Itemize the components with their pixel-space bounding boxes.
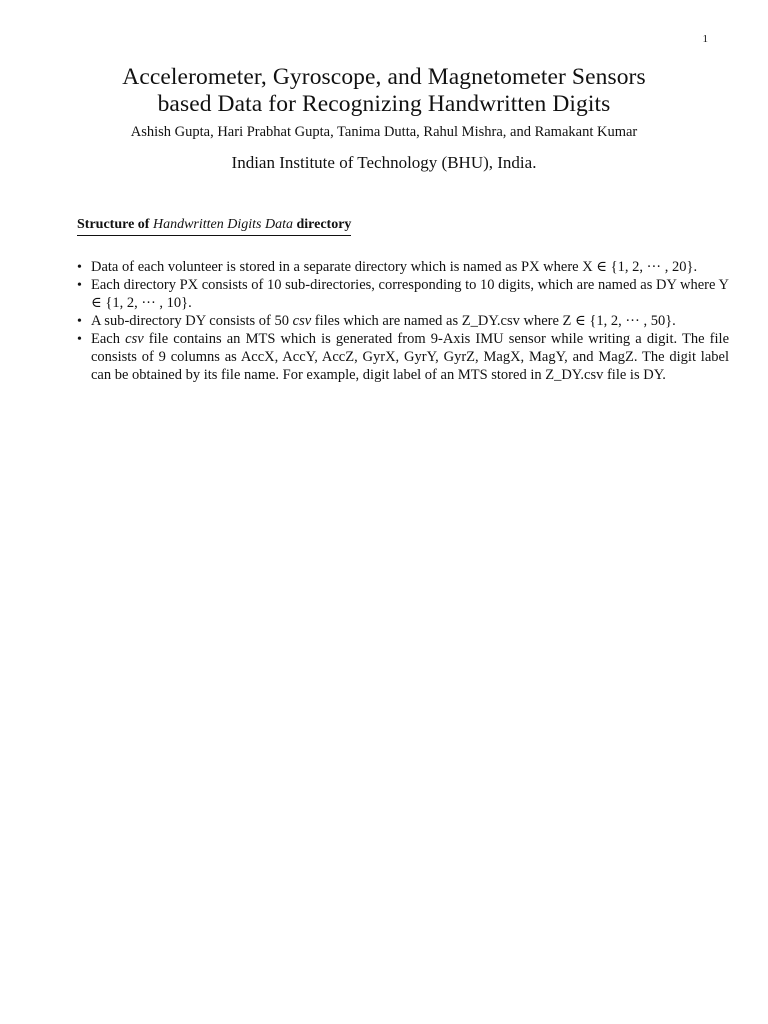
- bullet-list: [77, 258, 729, 384]
- page-number: 1: [702, 33, 708, 45]
- list-item: [77, 330, 729, 384]
- heading-italic: Handwritten Digits Data: [152, 217, 293, 232]
- heading-pre: Structure of: [77, 217, 153, 232]
- bullet-icon: •: [77, 260, 82, 275]
- bullet-text: Data of each volunteer is stored in a separate directory which is named as PX where X ∈ {1, 2, ··· , 20}.: [91, 259, 698, 275]
- bullet-text: Each directory PX consists of 10 sub-directories, corresponding to 10 digits, which are named as DY where Y ∈ {1, 2, ··· , 10}.: [91, 277, 729, 311]
- affiliation: Indian Institute of Technology (BHU), India.: [231, 153, 537, 172]
- title-block: [40, 64, 728, 174]
- bullet-text-italic: csv: [292, 313, 312, 329]
- bullet-icon: •: [77, 332, 82, 347]
- bullet-icon: •: [77, 278, 82, 293]
- list-item: [77, 312, 729, 330]
- list-item: [77, 276, 729, 312]
- bullet-text-pre: A sub-directory DY consists of 50: [91, 313, 293, 329]
- bullet-text-pre: Each: [91, 331, 126, 347]
- bullet-icon: •: [77, 314, 82, 329]
- bullet-text-italic: csv: [125, 331, 144, 347]
- bullet-text-post: files which are named as Z_DY.csv where Z ∈ {1, 2, ··· , 50}.: [311, 313, 676, 329]
- title-line-2: based Data for Recognizing Handwritten Digits: [157, 91, 611, 117]
- paper-title: [40, 64, 728, 118]
- title-line-1: Accelerometer, Gyroscope, and Magnetometer Sensors: [122, 64, 646, 90]
- section-heading: [77, 217, 351, 236]
- bullet-text-post: file contains an MTS which is generated from 9-Axis IMU sensor while writing a digit. The file consists of 9 columns as AccX, AccY, AccZ, GyrX, GyrY, GyrZ, MagX, MagY, and MagZ. The digit label can be obtained by its file name. For example, digit label of an MTS stored in Z_DY.csv file is DY.: [91, 331, 729, 383]
- list-item: [77, 258, 729, 276]
- author-list: Ashish Gupta, Hari Prabhat Gupta, Tanima Dutta, Rahul Mishra, and Ramakant Kumar: [130, 124, 638, 140]
- directory-structure-section: [77, 215, 729, 384]
- heading-post: directory: [292, 217, 352, 232]
